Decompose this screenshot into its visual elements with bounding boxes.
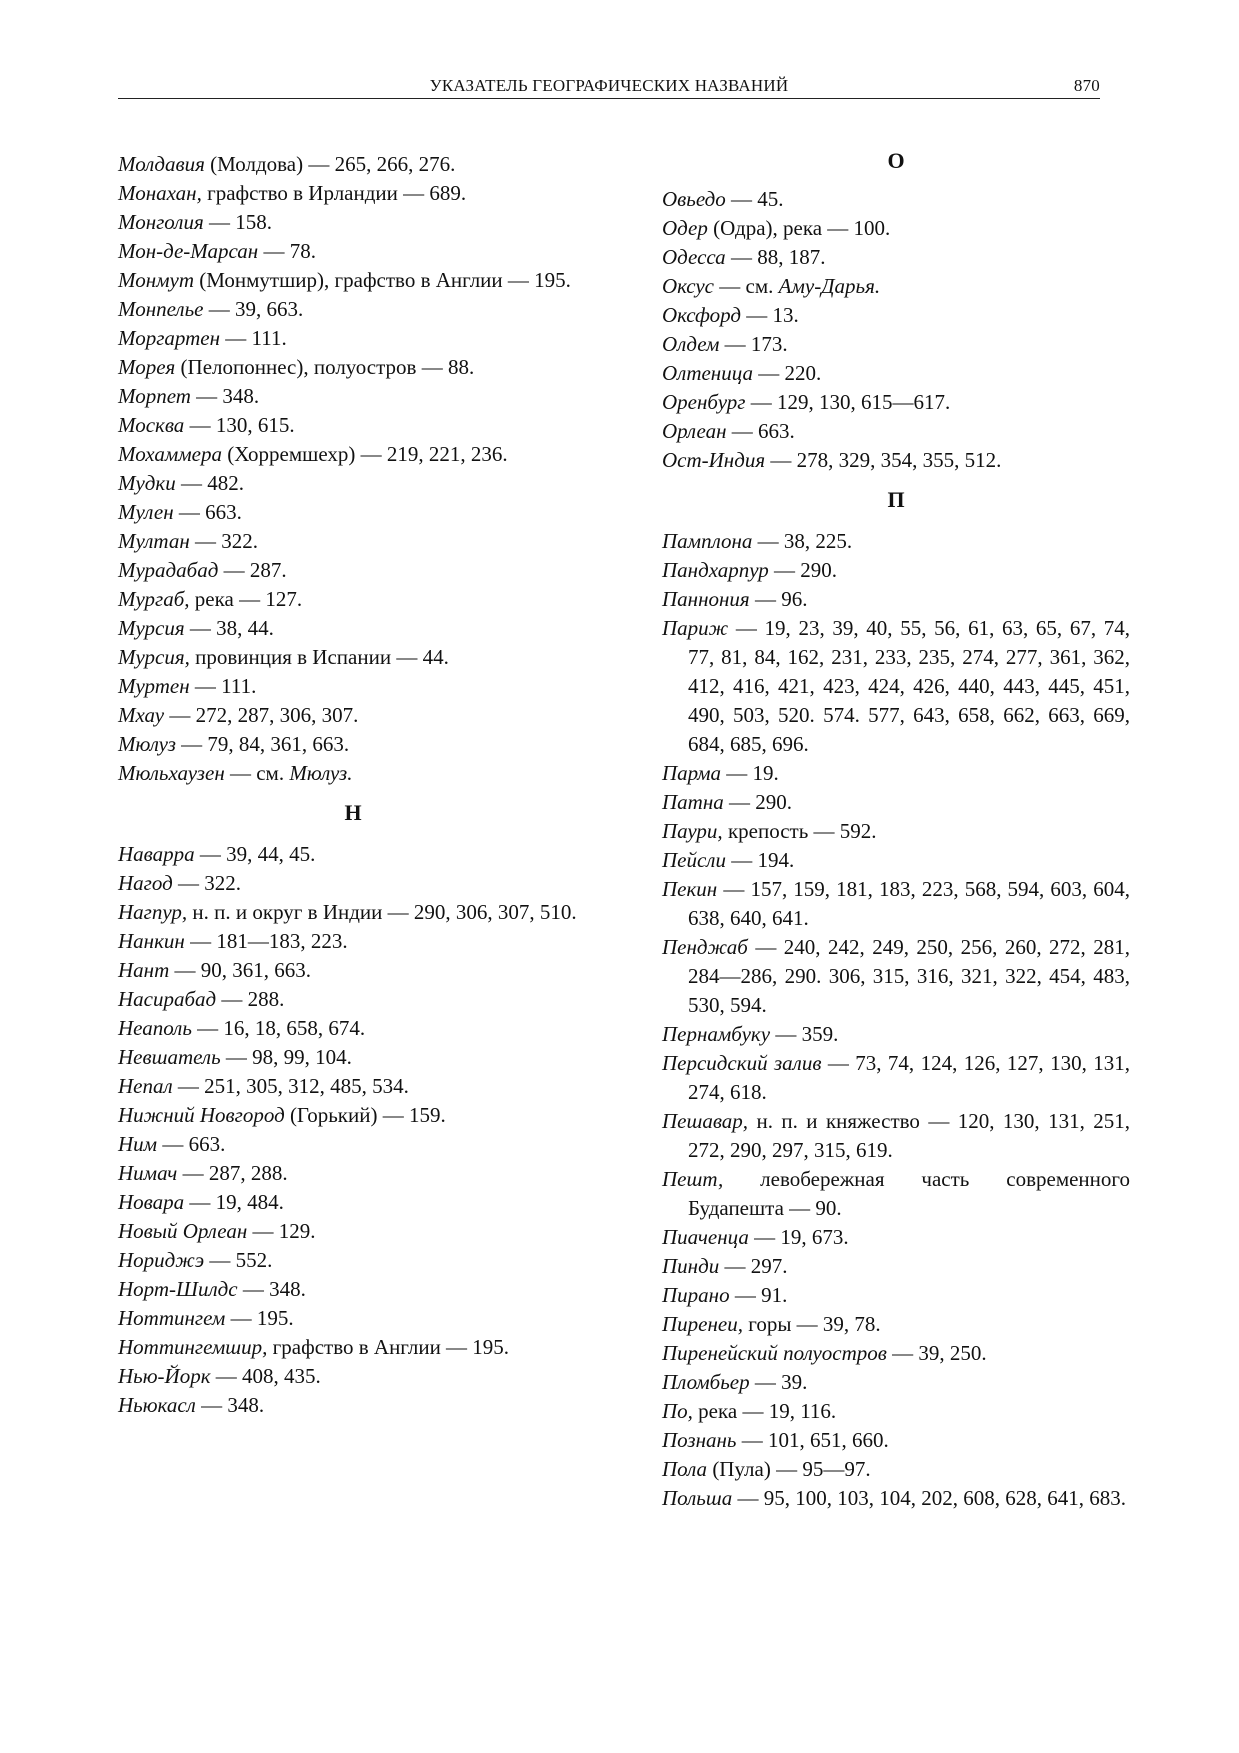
place-name: Пешт, (662, 1167, 724, 1191)
index-letter-heading: П (887, 487, 905, 512)
place-name: Одесса (662, 245, 726, 269)
place-name: Мурсия (118, 616, 185, 640)
index-entry (118, 411, 588, 440)
entry-text: — см. (224, 761, 290, 785)
index-entry (662, 185, 1130, 214)
index-entry (118, 701, 588, 730)
index-entry (118, 1217, 588, 1246)
index-entry (662, 446, 1130, 475)
place-name: Монголия (118, 210, 204, 234)
place-name: Нью-Йорк (118, 1364, 211, 1388)
index-letter-heading: О (887, 148, 905, 173)
place-name: Нагпур, (118, 900, 188, 924)
place-name: Ньюкасл (118, 1393, 196, 1417)
index-entry (662, 1426, 1130, 1455)
entry-text: — 348. (190, 384, 260, 408)
entry-text: — 663. (157, 1132, 226, 1156)
entry-text: — 101, 651, 660. (736, 1428, 889, 1452)
entry-text: — 482. (175, 471, 244, 495)
index-entry (662, 1252, 1130, 1281)
index-entry (118, 1275, 588, 1304)
place-name: Мурсия, (118, 645, 190, 669)
index-entry (662, 788, 1130, 817)
entry-text: — 322. (172, 871, 241, 895)
index-entry (662, 1281, 1130, 1310)
index-letter-heading: Н (344, 800, 362, 825)
entry-text: графство в Ирландии — 689. (201, 181, 467, 205)
entry-text: — 111. (220, 326, 287, 350)
place-name: Нижний Новгород (118, 1103, 285, 1127)
place-name: Паури, (662, 819, 723, 843)
place-name: Оксфорд (662, 303, 741, 327)
entry-text: — 348. (195, 1393, 265, 1417)
index-entry (662, 817, 1130, 846)
index-entry (118, 556, 588, 585)
place-name: Мхау (118, 703, 165, 727)
place-name: Пирано (662, 1283, 730, 1307)
place-name: Пенджаб (662, 935, 748, 959)
entry-text: — 39, 44, 45. (194, 842, 316, 866)
entry-text: — 19. (721, 761, 779, 785)
entry-text: — 129, 130, 615—617. (745, 390, 951, 414)
running-header (118, 72, 1100, 99)
place-name: Непал (118, 1074, 173, 1098)
entry-text: (Пелопоннес), полуостров — 88. (175, 355, 475, 379)
place-name: Мултан (118, 529, 190, 553)
entry-text: — 19, 484. (184, 1190, 284, 1214)
place-name: Нант (118, 958, 170, 982)
index-entry (662, 585, 1130, 614)
index-entry (118, 643, 588, 672)
place-name: Моргартен (118, 326, 221, 350)
entry-text: — 98, 99, 104. (220, 1045, 352, 1069)
index-entry (662, 527, 1130, 556)
place-name: Париж (662, 616, 729, 640)
place-name: Пинди (662, 1254, 720, 1278)
entry-text: — 39, 663. (203, 297, 304, 321)
index-entry (662, 388, 1130, 417)
entry-text: — 38, 44. (184, 616, 274, 640)
place-name: Мурадабад (118, 558, 219, 582)
index-entry (662, 614, 1130, 759)
index-entry (118, 179, 588, 208)
place-name: Наварра (118, 842, 195, 866)
place-name: Ним (118, 1132, 158, 1156)
entry-text: — 96. (749, 587, 808, 611)
place-name: Мюльхаузен (118, 761, 225, 785)
place-name: Ост-Индия (662, 448, 766, 472)
index-entry (118, 1130, 588, 1159)
index-entry (118, 840, 588, 869)
index-entry (118, 1014, 588, 1043)
index-entry (118, 1304, 588, 1333)
place-name: Молдавия (118, 152, 205, 176)
entry-text: — 157, 159, 181, 183, 223, 568, 594, 603, 604, 638, 640, 641. (688, 877, 1130, 930)
index-entry (118, 927, 588, 956)
place-name: Ноттингем (118, 1306, 226, 1330)
entry-text: — 16, 18, 658, 674. (191, 1016, 366, 1040)
index-entry (118, 1362, 588, 1391)
entry-text: — см. (714, 274, 779, 298)
place-name: Мургаб, (118, 587, 190, 611)
right-column (662, 150, 1130, 1513)
index-entry (662, 1107, 1130, 1165)
place-name: Польша (662, 1486, 733, 1510)
entry-text: — 129. (247, 1219, 316, 1243)
entry-text: река — 127. (189, 587, 303, 611)
index-entry (662, 1223, 1130, 1252)
index-entry (662, 556, 1130, 585)
place-name: По, (662, 1399, 693, 1423)
index-entry (118, 1101, 588, 1130)
place-name: Нимач (118, 1161, 178, 1185)
place-name: Пернамбуку (662, 1022, 771, 1046)
place-name: Монмут (118, 268, 195, 292)
entry-text: (Пула) — 95—97. (707, 1457, 871, 1481)
entry-text: — 322. (189, 529, 258, 553)
place-name: Пейсли (662, 848, 726, 872)
place-name: Пешавар, (662, 1109, 749, 1133)
entry-text: — 297. (719, 1254, 788, 1278)
place-name: Оксус (662, 274, 715, 298)
entry-text: горы — 39, 78. (742, 1312, 881, 1336)
place-name: Пола (662, 1457, 708, 1481)
place-name: Монахан, (118, 181, 202, 205)
place-name: Нориджэ (118, 1248, 205, 1272)
index-entry (118, 440, 588, 469)
place-name: Оренбург (662, 390, 746, 414)
entry-text: — 359. (770, 1022, 839, 1046)
entry-text: — 73, 74, 124, 126, 127, 130, 131, 274, 618. (688, 1051, 1130, 1104)
entry-text: — 408, 435. (210, 1364, 321, 1388)
place-name: Нанкин (118, 929, 185, 953)
index-entry (118, 266, 588, 295)
index-entry (118, 672, 588, 701)
entry-text: — 272, 287, 306, 307. (164, 703, 359, 727)
index-entry (118, 1333, 588, 1362)
place-name: Одер (662, 216, 708, 240)
entry-text: — 240, 242, 249, 250, 256, 260, 272, 281, 284—286, 290. 306, 315, 316, 321, 322, 454, 483, 530, 594. (688, 935, 1130, 1017)
index-entry (118, 237, 588, 266)
place-name: Москва (118, 413, 185, 437)
place-name: Пиренеи, (662, 1312, 743, 1336)
entry-text: (Монмутшир), графство в Англии — 195. (194, 268, 571, 292)
place-name: Памплона (662, 529, 753, 553)
entry-text: — 88, 187. (725, 245, 826, 269)
place-name: Насирабад (118, 987, 217, 1011)
entry-text: — 194. (725, 848, 795, 872)
entry-text: — 251, 305, 312, 485, 534. (172, 1074, 409, 1098)
index-entry (118, 1072, 588, 1101)
index-entry (662, 933, 1130, 1020)
index-entry (662, 330, 1130, 359)
place-name: Патна (662, 790, 724, 814)
place-name: Новый Орлеан (118, 1219, 248, 1243)
index-entry (662, 1310, 1130, 1339)
index-entry (662, 301, 1130, 330)
index-entry (118, 353, 588, 382)
entry-text: — 90, 361, 663. (169, 958, 311, 982)
entry-text: — 111. (189, 674, 257, 698)
index-entry (662, 1339, 1130, 1368)
entry-text: — 290. (723, 790, 792, 814)
place-name: Монпелье (118, 297, 204, 321)
cross-reference: Аму-Дарья. (778, 274, 881, 298)
index-entry (118, 498, 588, 527)
place-name: Муртен (118, 674, 190, 698)
header-title: УКАЗАТЕЛЬ ГЕОГРАФИЧЕСКИХ НАЗВАНИЙ (429, 76, 789, 95)
entry-text: — 290. (768, 558, 838, 582)
place-name: Мулен (118, 500, 174, 524)
index-entry (662, 1368, 1130, 1397)
entry-text: — 79, 84, 361, 663. (175, 732, 350, 756)
index-entry (118, 614, 588, 643)
entry-text: — 195. (225, 1306, 294, 1330)
place-name: Невшатель (118, 1045, 221, 1069)
index-entry (118, 759, 588, 788)
index-entry (118, 1043, 588, 1072)
entry-text: река — 19, 116. (692, 1399, 837, 1423)
entry-text: — 45. (725, 187, 784, 211)
place-name: Нагод (118, 871, 173, 895)
entry-text: — 288. (216, 987, 285, 1011)
entry-text: — 181—183, 223. (184, 929, 348, 953)
index-entry (118, 985, 588, 1014)
place-name: Пломбьер (662, 1370, 750, 1394)
index-entry (662, 875, 1130, 933)
index-entry (662, 214, 1130, 243)
entry-text: — 663. (173, 500, 242, 524)
index-entry (118, 869, 588, 898)
index-entry (118, 324, 588, 353)
entry-text: — 552. (204, 1248, 273, 1272)
entry-text: (Одра), река — 100. (707, 216, 891, 240)
entry-text: н. п. и округ в Индии — 290, 306, 307, 510. (187, 900, 577, 924)
entry-text: — 278, 329, 354, 355, 512. (765, 448, 1002, 472)
index-entry (662, 243, 1130, 272)
entry-text: — 220. (752, 361, 822, 385)
entry-text: — 13. (740, 303, 799, 327)
index-entry (118, 956, 588, 985)
entry-text: левобережная часть современного Будапешта — 90. (688, 1167, 1130, 1220)
place-name: Олтеница (662, 361, 753, 385)
index-entry (118, 898, 588, 927)
place-name: Новара (118, 1190, 185, 1214)
index-entry (662, 359, 1130, 388)
index-entry (662, 417, 1130, 446)
place-name: Ноттингемшир, (118, 1335, 268, 1359)
index-entry (662, 1049, 1130, 1107)
place-name: Познань (662, 1428, 737, 1452)
place-name: Норт-Шилдс (118, 1277, 238, 1301)
entry-text: (Горький) — 159. (284, 1103, 446, 1127)
index-entry (118, 382, 588, 411)
index-entry (662, 1455, 1130, 1484)
cross-reference: Мюлуз. (289, 761, 353, 785)
place-name: Овьедо (662, 187, 726, 211)
index-entry (662, 1020, 1130, 1049)
index-entry (118, 295, 588, 324)
entry-text: — 287. (218, 558, 287, 582)
index-entry (118, 1188, 588, 1217)
entry-text: — 39, 250. (886, 1341, 987, 1365)
index-entry (662, 846, 1130, 875)
index-entry (118, 1391, 588, 1420)
index-entry (118, 730, 588, 759)
place-name: Пандхарпур (662, 558, 769, 582)
place-name: Парма (662, 761, 722, 785)
index-entry (118, 469, 588, 498)
entry-text: графство в Англии — 195. (267, 1335, 510, 1359)
left-column (118, 150, 588, 1420)
place-name: Морпет (118, 384, 191, 408)
index-entry (662, 1397, 1130, 1426)
index-entry (662, 272, 1130, 301)
place-name: Мудки (118, 471, 176, 495)
place-name: Мохаммера (118, 442, 222, 466)
entry-text: — 78. (258, 239, 316, 263)
entry-text: — 95, 100, 103, 104, 202, 608, 628, 641, 683. (732, 1486, 1126, 1510)
place-name: Паннония (662, 587, 750, 611)
place-name: Мюлуз (118, 732, 176, 756)
entry-text: — 173. (719, 332, 788, 356)
entry-text: — 91. (729, 1283, 788, 1307)
place-name: Орлеан (662, 419, 727, 443)
entry-text: — 39. (749, 1370, 808, 1394)
entry-text: (Хорремшехр) — 219, 221, 236. (221, 442, 508, 466)
index-entry (118, 527, 588, 556)
place-name: Пекин (662, 877, 718, 901)
entry-text: — 663. (726, 419, 795, 443)
index-entry (662, 759, 1130, 788)
entry-text: — 158. (203, 210, 272, 234)
page-number: 870 (1073, 76, 1100, 95)
entry-text: — 19, 673. (748, 1225, 849, 1249)
place-name: Морея (118, 355, 176, 379)
index-entry (118, 150, 588, 179)
entry-text: н. п. и княжество — 120, 130, 131, 251, 272, 290, 297, 315, 619. (688, 1109, 1130, 1162)
entry-text: — 130, 615. (184, 413, 295, 437)
index-entry (662, 1484, 1130, 1513)
entry-text: — 19, 23, 39, 40, 55, 56, 61, 63, 65, 67, 74, 77, 81, 84, 162, 231, 233, 235, 274, 277, 361, 362, 412, 416, 421, 423, 424, 426, 440, 443, 445, 451, 490, 503, 520. 574. 577, 643, 658, 662, 663, 669, 684, 685, 696. (688, 616, 1130, 756)
place-name: Олдем (662, 332, 720, 356)
index-entry (118, 1159, 588, 1188)
entry-text: — 38, 225. (752, 529, 853, 553)
index-entry (118, 1246, 588, 1275)
place-name: Неаполь (118, 1016, 192, 1040)
index-entry (662, 1165, 1130, 1223)
entry-text: — 348. (237, 1277, 306, 1301)
place-name: Пиаченца (662, 1225, 749, 1249)
entry-text: — 287, 288. (177, 1161, 288, 1185)
index-entry (118, 585, 588, 614)
place-name: Мон-де-Марсан (118, 239, 259, 263)
entry-text: провинция в Испании — 44. (189, 645, 449, 669)
entry-text: крепость — 592. (722, 819, 877, 843)
place-name: Персидский залив (662, 1051, 822, 1075)
place-name: Пиренейский полуостров (662, 1341, 887, 1365)
index-entry (118, 208, 588, 237)
entry-text: (Молдова) — 265, 266, 276. (204, 152, 456, 176)
